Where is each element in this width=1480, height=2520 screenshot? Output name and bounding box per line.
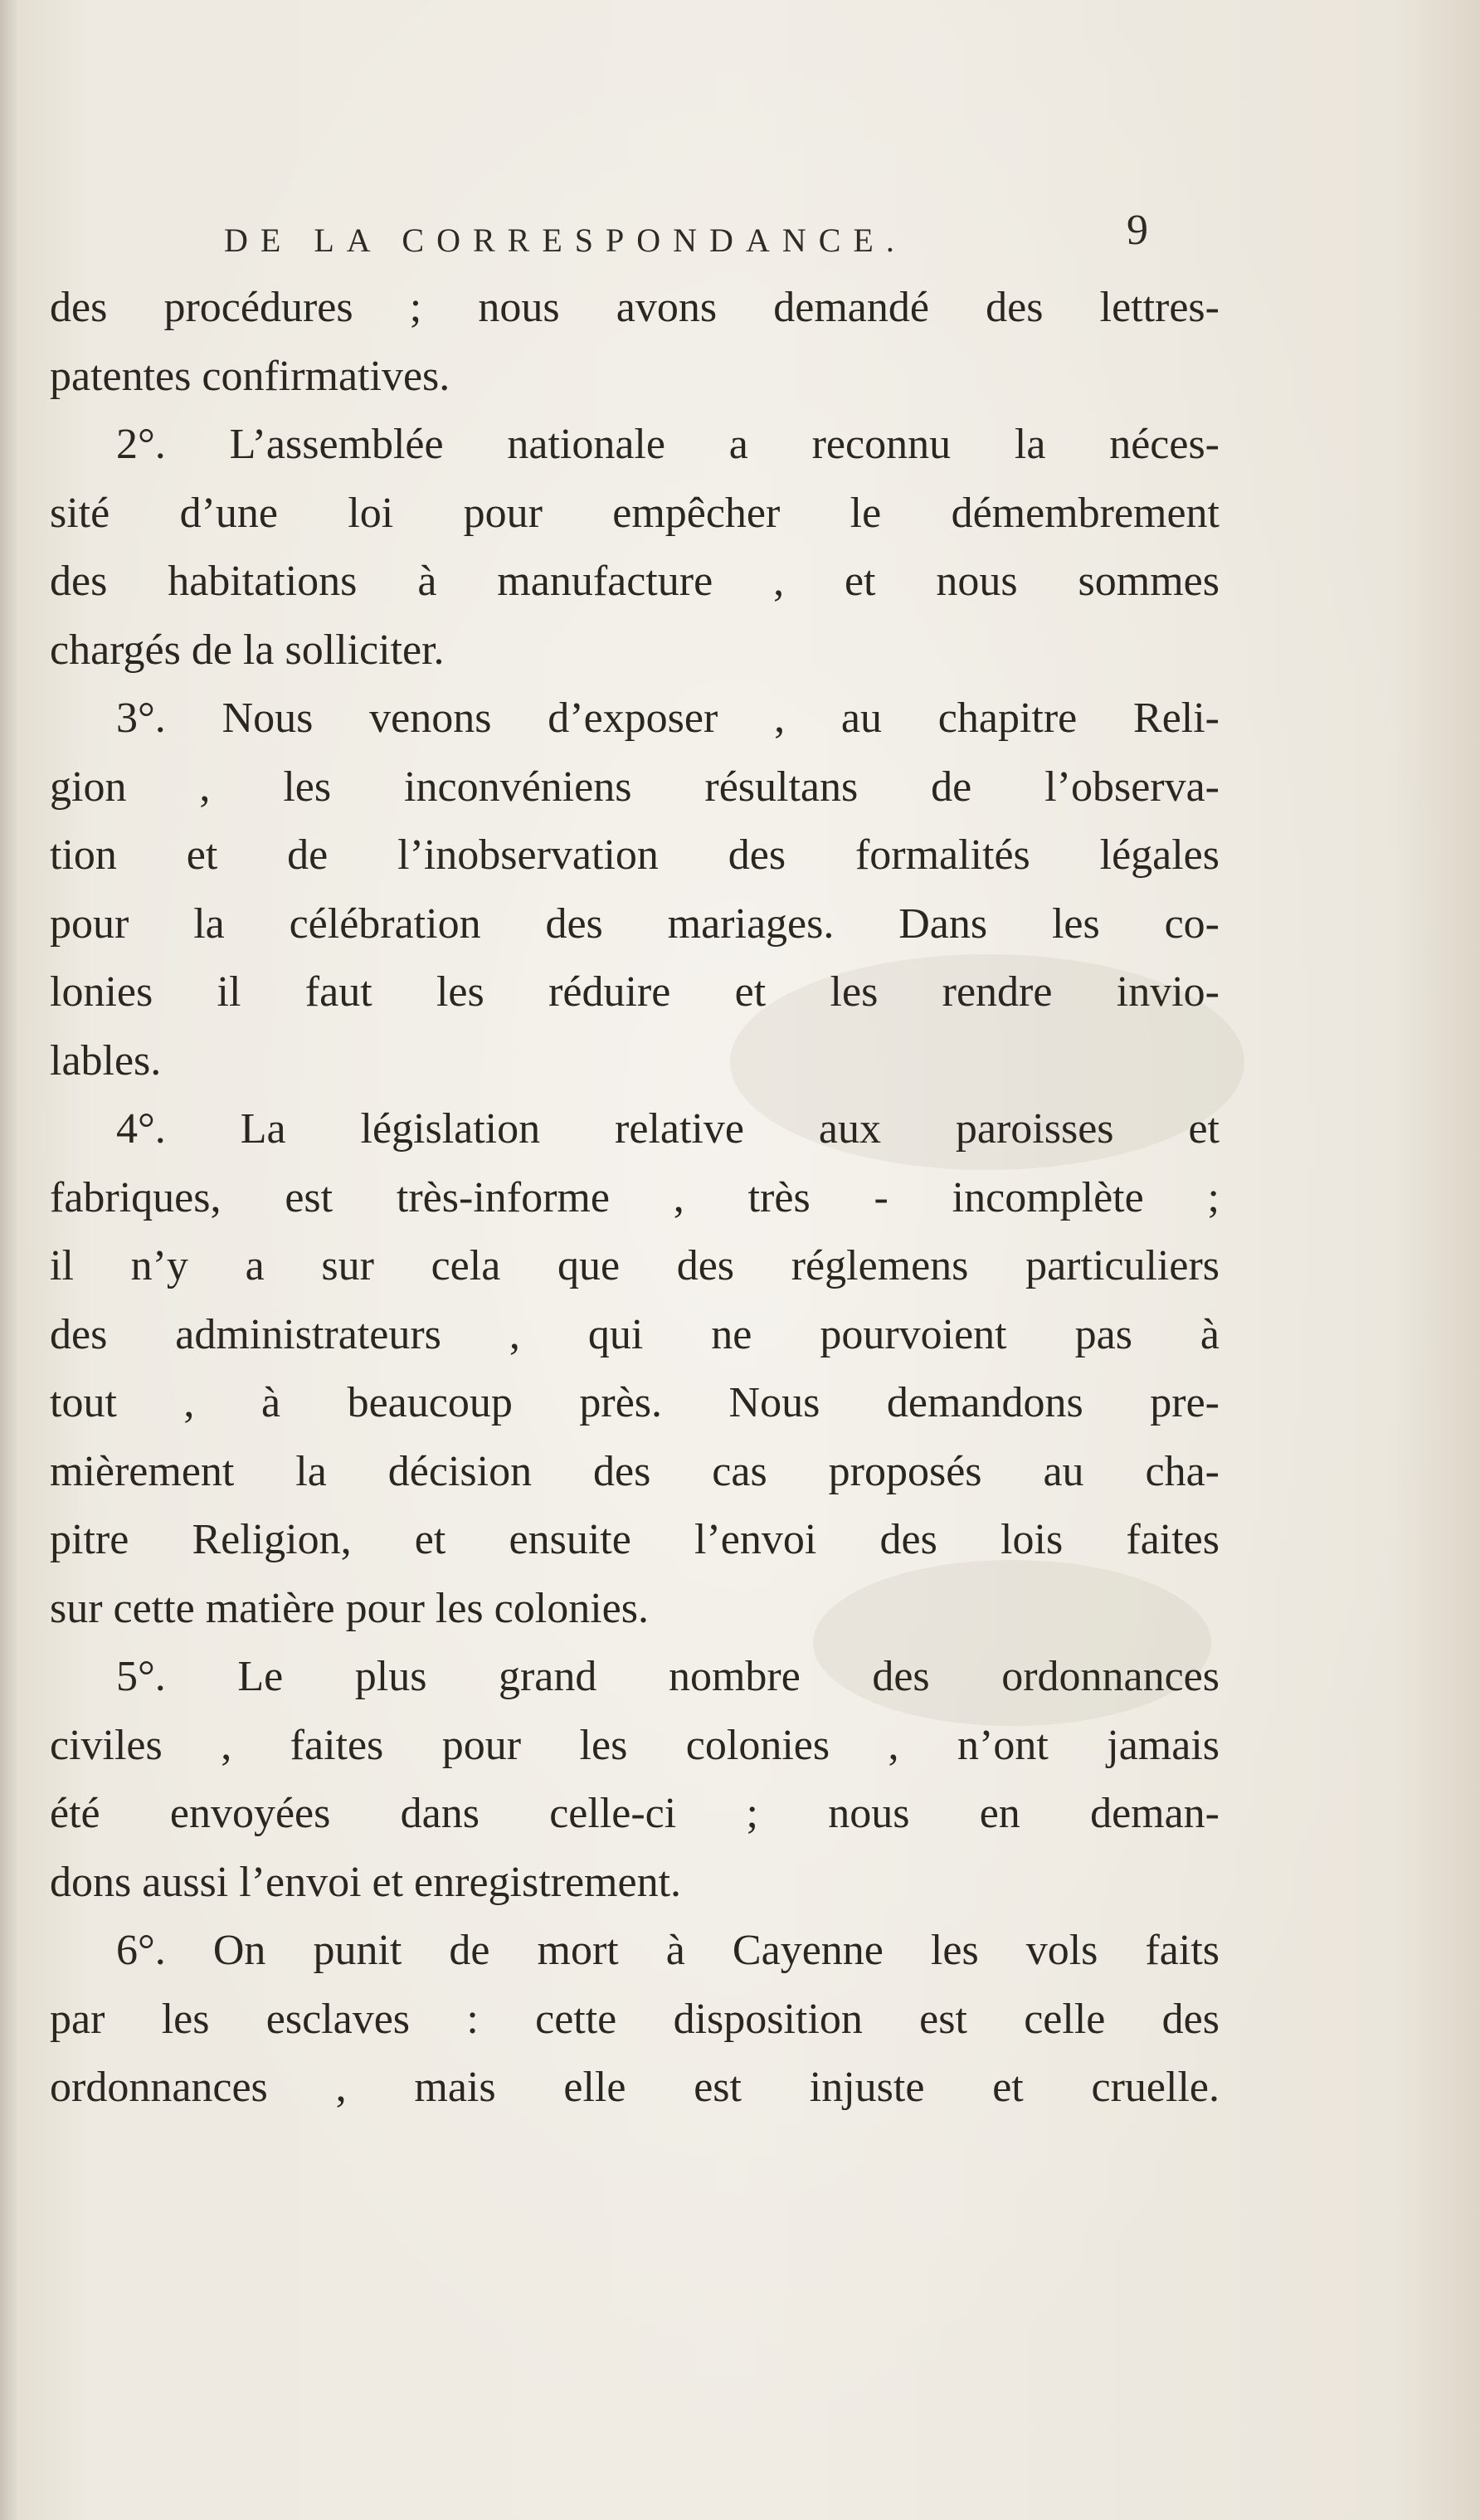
text-line: dons aussi l’envoi et enregistrement. [50,1858,682,1906]
text-line: lables. [50,1036,162,1085]
text-line: lonies il faut les réduire et les rendre invio- [50,968,1220,1016]
text-line: des administrateurs , qui ne pourvoient pas à [50,1310,1220,1358]
running-head [0,206,1480,272]
text-line: des habitations à manufacture , et nous sommes [50,558,1220,605]
page-number: 9 [1127,207,1148,254]
text-line: patentes confirmatives. [50,352,450,400]
text-line: 5°. Le plus grand nombre des ordonnances [116,1653,1220,1700]
text-line: tout , à beaucoup près. Nous demandons pre- [50,1379,1220,1426]
text-line: 6°. On punit de mort à Cayenne les vols faits [116,1927,1220,1974]
text-line: sité d’une loi pour empêcher le démembrement [50,489,1220,537]
text-line: fabriques, est très-informe , très - incomplète ; [50,1173,1220,1221]
text-line: tion et de l’inobservation des formalités légales [50,831,1220,879]
text-line: il n’y a sur cela que des réglemens particuliers [50,1242,1220,1289]
text-line: pitre Religion, et ensuite l’envoi des lois faites [50,1516,1220,1563]
text-line: ordonnances , mais elle est injuste et cruelle. [50,2064,1220,2111]
text-line: gion , les inconvéniens résultans de l’observa- [50,763,1220,811]
text-line: des procédures ; nous avons demandé des lettres- [50,284,1220,331]
text-line: 2°. L’assemblée nationale a reconnu la néces- [116,421,1220,468]
text-line: 3°. Nous venons d’exposer , au chapitre Reli- [116,695,1220,742]
text-line: été envoyées dans celle-ci ; nous en deman- [50,1790,1220,1837]
text-line: mièrement la décision des cas proposés au cha- [50,1447,1220,1495]
running-head-title: DE LA CORRESPONDANCE. [224,222,907,259]
text-line: chargés de la solliciter. [50,626,445,674]
text-line: sur cette matière pour les colonies. [50,1584,649,1632]
text-line: par les esclaves : cette disposition est celle des [50,1995,1220,2043]
page-gutter-shadow [0,0,18,2520]
body-text [50,274,1220,2123]
text-line: civiles , faites pour les colonies , n’ont jamais [50,1721,1220,1769]
text-line: 4°. La législation relative aux paroisses et [116,1105,1220,1153]
text-line: pour la célébration des mariages. Dans les co- [50,899,1220,948]
